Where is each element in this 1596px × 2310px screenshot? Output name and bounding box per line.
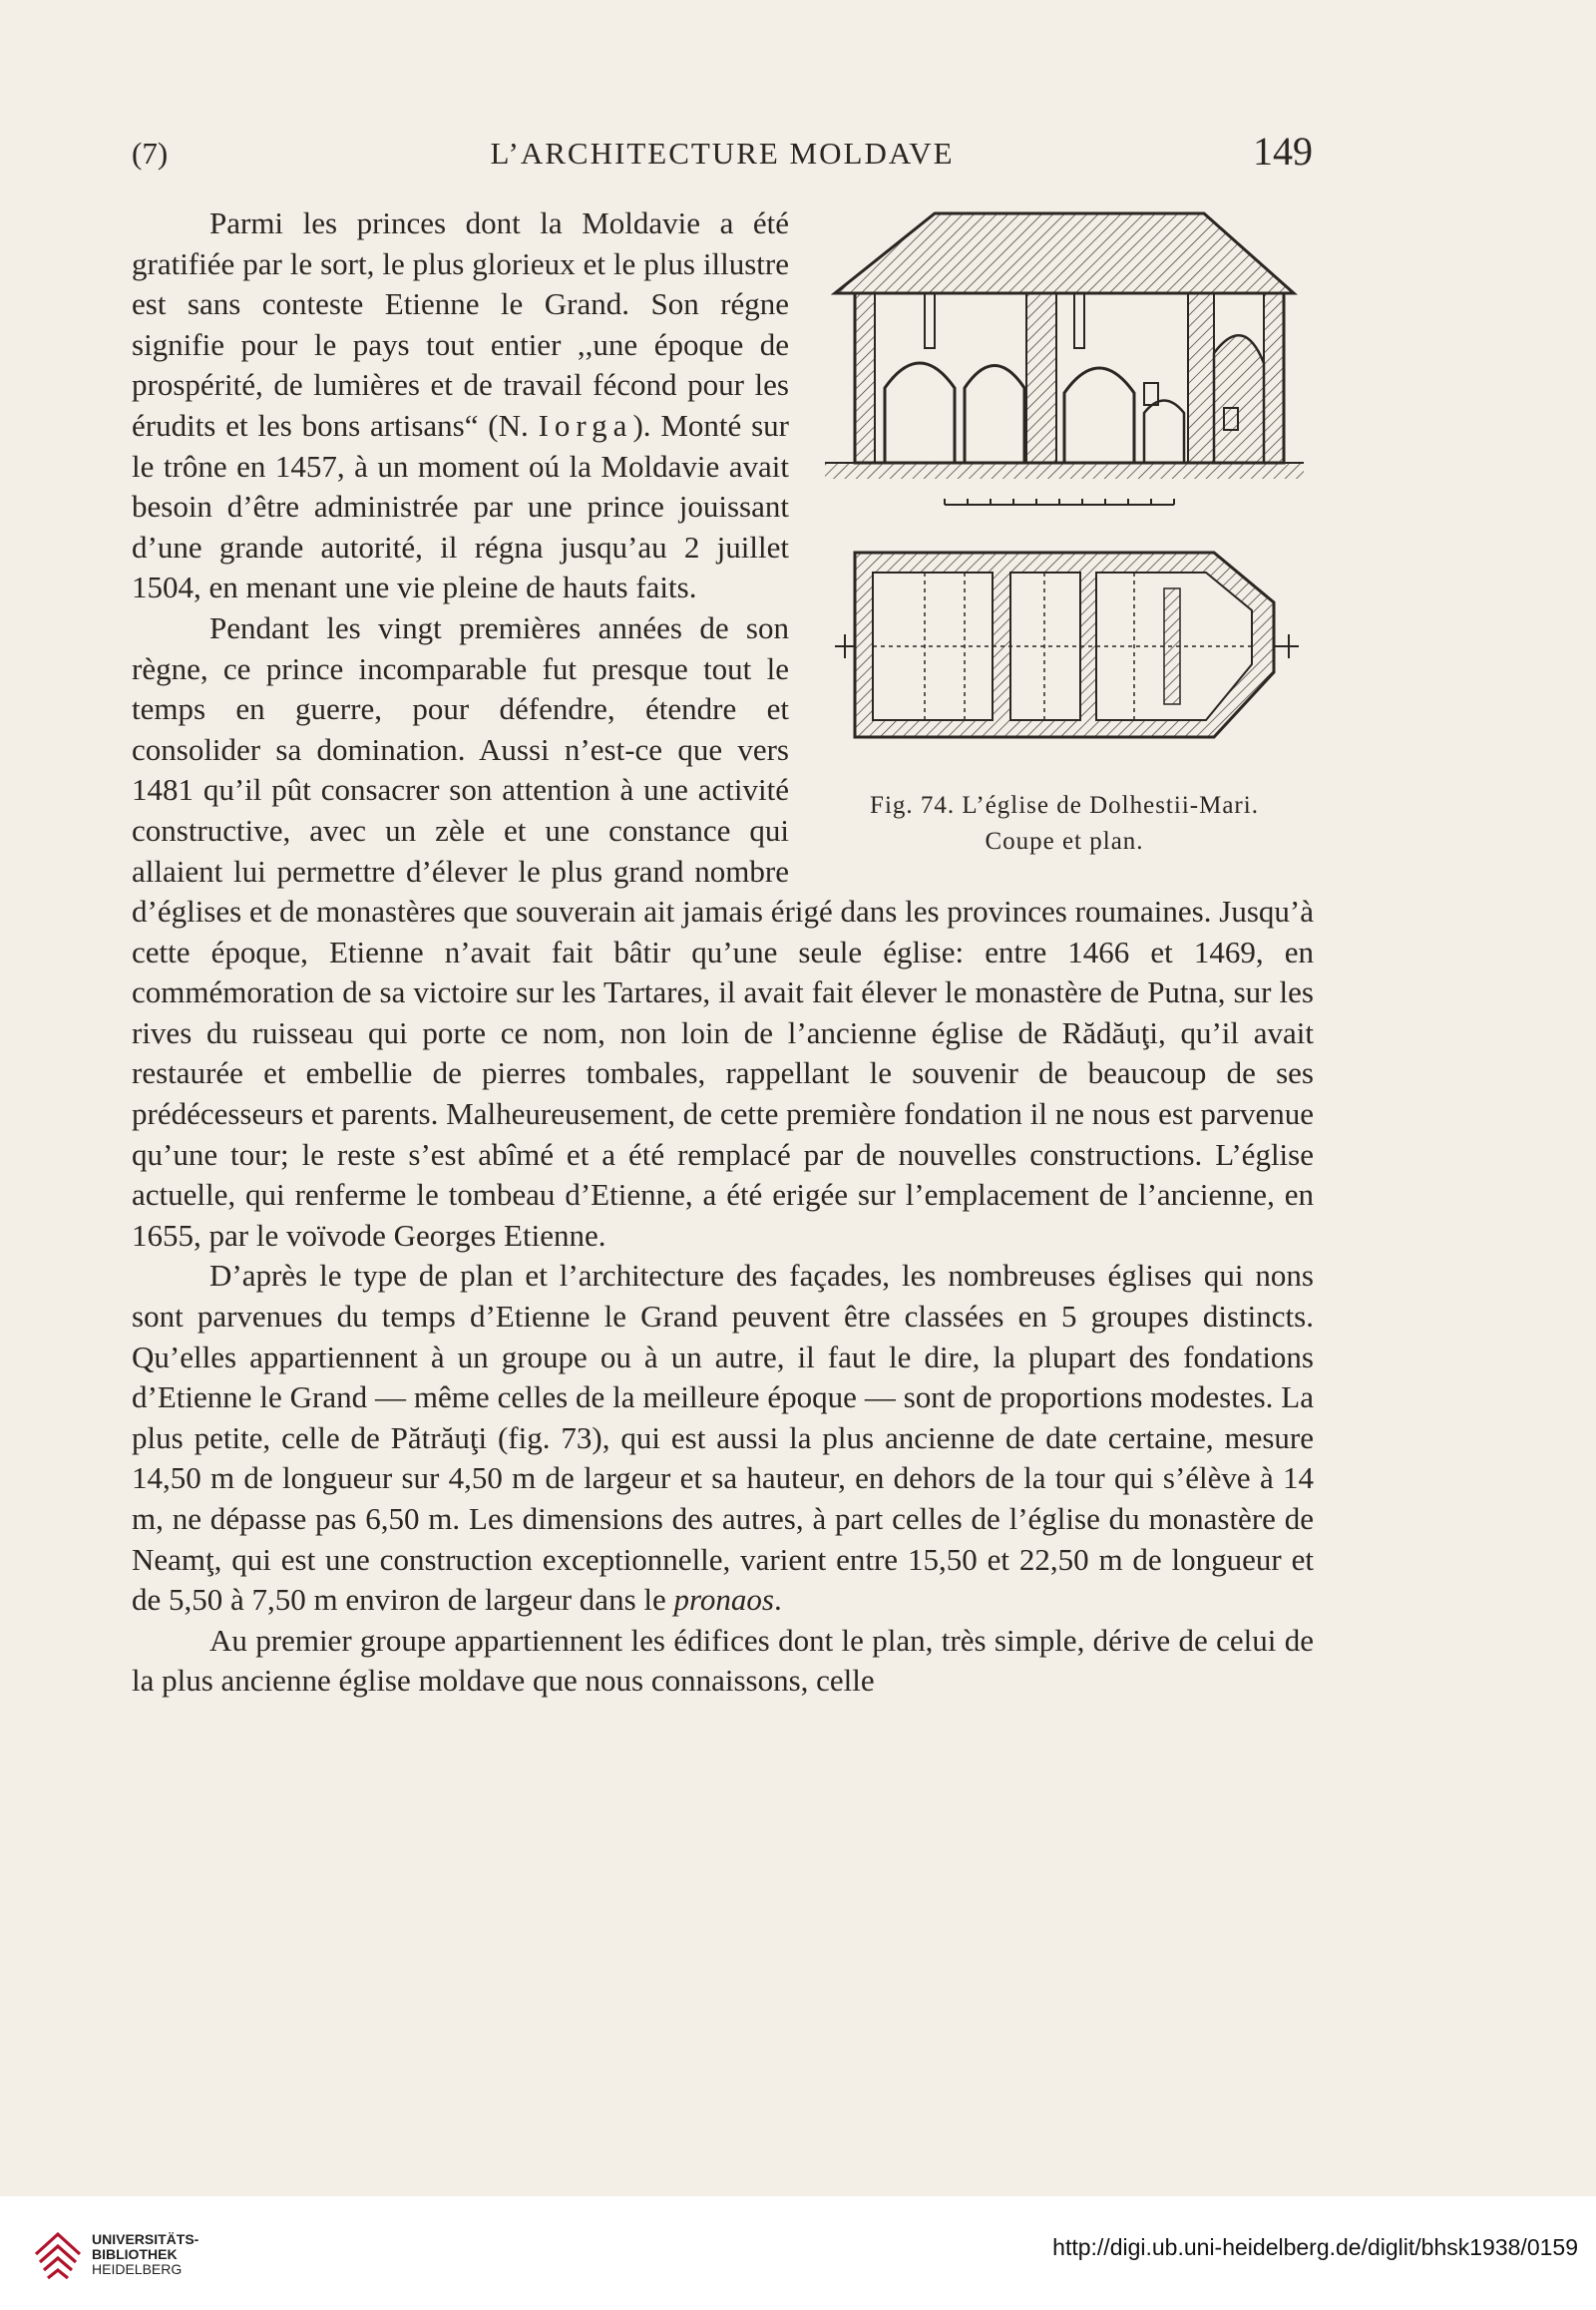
italic-term: pronaos xyxy=(673,1582,774,1618)
paragraph-3 xyxy=(132,1256,1314,1620)
running-title: L’ARCHITECTURE MOLDAVE xyxy=(490,136,955,171)
paragraph-1-text: Parmi les princes dont la Moldavie a été gratifiée par le sort, le plus glorieux et le plus illustre est sans conteste Etienne le Grand. Son régne signifie pour le pays tout entier ,,une époque de prospérité, de lumières et de travail fécond pour les érudits et les bons artisans“ (N. xyxy=(132,205,789,443)
footer-bar xyxy=(0,2196,1596,2310)
page-header xyxy=(132,128,1313,184)
figure-74 xyxy=(815,203,1314,862)
library-line-2: BIBLIOTHEK xyxy=(92,2246,178,2262)
paragraph-2: Pendant les vingt premières années de son règne, ce prince incomparable fut presque tout le temps en guerre, pour défendre, étendre et consolider sa domination. Aussi n’est-ce que vers 1481 qu’il pût consacrer son attention à une activité constructive, avec un zèle et une constance qui allaient lui permettre d’élever le plus grand nombre d’églises et de monastères que souverain ait jamais érigé dans les provinces roumaines. Jusqu’à cette époque, Etienne n’avait fait bâtir qu’une seule église: entre 1466 et 1469, en commémoration de sa victoire sur les Tartares, il avait fait élever le monastère de Putna, sur les rives du ruisseau qui porte ce nom, non loin de l’ancienne église de Rădăuţi, qu’il avait restaurée et embellie de pierres tombales, rappellant le souvenir de beaucoup de ses prédécesseurs et parents. Malheureusement, de cette première fondation il ne nous est parvenue qu’une tour; le reste s’est abîmé et a été remplacé par de nouvelles constructions. L’église actuelle, qui renferme le tombeau d’Etienne, a été erigée sur l’emplacement de l’ancienne, en 1655, par le voïvode Georges Etienne. xyxy=(132,609,1314,1253)
page-number: 149 xyxy=(1253,129,1313,174)
caption-line-1: Fig. 74. L’église de Dolhestii-Mari. xyxy=(870,792,1259,819)
body-text xyxy=(132,203,1314,1702)
church-drawing xyxy=(815,203,1314,782)
library-name xyxy=(92,2232,199,2277)
figure-caption xyxy=(815,788,1314,860)
author-name: Iorga xyxy=(538,407,633,443)
paragraph-3-text: D’après le type de plan et l’architecture des façades, les nombreuses églises qui nons sont parvenues du temps d’Etienne le Grand peuvent être classées en 5 groupes distincts. Qu’elles appartiennent à un groupe ou à un autre, il faut le dire, la plupart des fondations d’Etienne le Grand — même celles de la meilleure époque — sont de proportions modestes. La plus petite, celle de Pătrăuţi (fig. 73), qui est aussi la plus ancienne de date certaine, mesure 14,50 m de longueur sur 4,50 m de largeur et sa hauteur, en dehors de la tour qui s’élève à 14 m, ne dépasse pas 6,50 m. Les dimensions des autres, à part celles de l’église du monastère de Neamţ, qui est une construction exceptionnelle, varient entre 15,50 et 22,50 m de longueur et de 5,50 à 7,50 m environ de largeur dans le xyxy=(132,1258,1314,1618)
caption-line-2: Coupe et plan. xyxy=(985,828,1144,855)
library-line-1: UNIVERSITÄTS- xyxy=(92,2231,200,2247)
ub-heidelberg-logo-icon[interactable] xyxy=(32,2228,84,2284)
paragraph-1-text-cont: ). Monté sur le trône en 1457, à un moment oú la Moldavie avait besoin d’être administrée par une prince jouissant d’une grande autorité, il régna jusqu’au 2 juillet 1504, en menant une vie pleine de hauts faits. xyxy=(132,407,789,605)
paragraph-3-end: . xyxy=(773,1582,782,1618)
paragraph-4: Au premier groupe appartiennent les édifices dont le plan, très simple, dérive de celui de la plus ancienne église moldave que nous connaissons, celle xyxy=(132,1622,1314,1699)
section-drawing xyxy=(825,213,1304,505)
chapter-marker: (7) xyxy=(132,136,169,171)
library-line-3: HEIDELBERG xyxy=(92,2261,183,2277)
floor-plan-drawing xyxy=(835,553,1299,737)
permalink-url[interactable]: http://digi.ub.uni-heidelberg.de/diglit/bhsk1938/0159 xyxy=(1052,2234,1578,2260)
